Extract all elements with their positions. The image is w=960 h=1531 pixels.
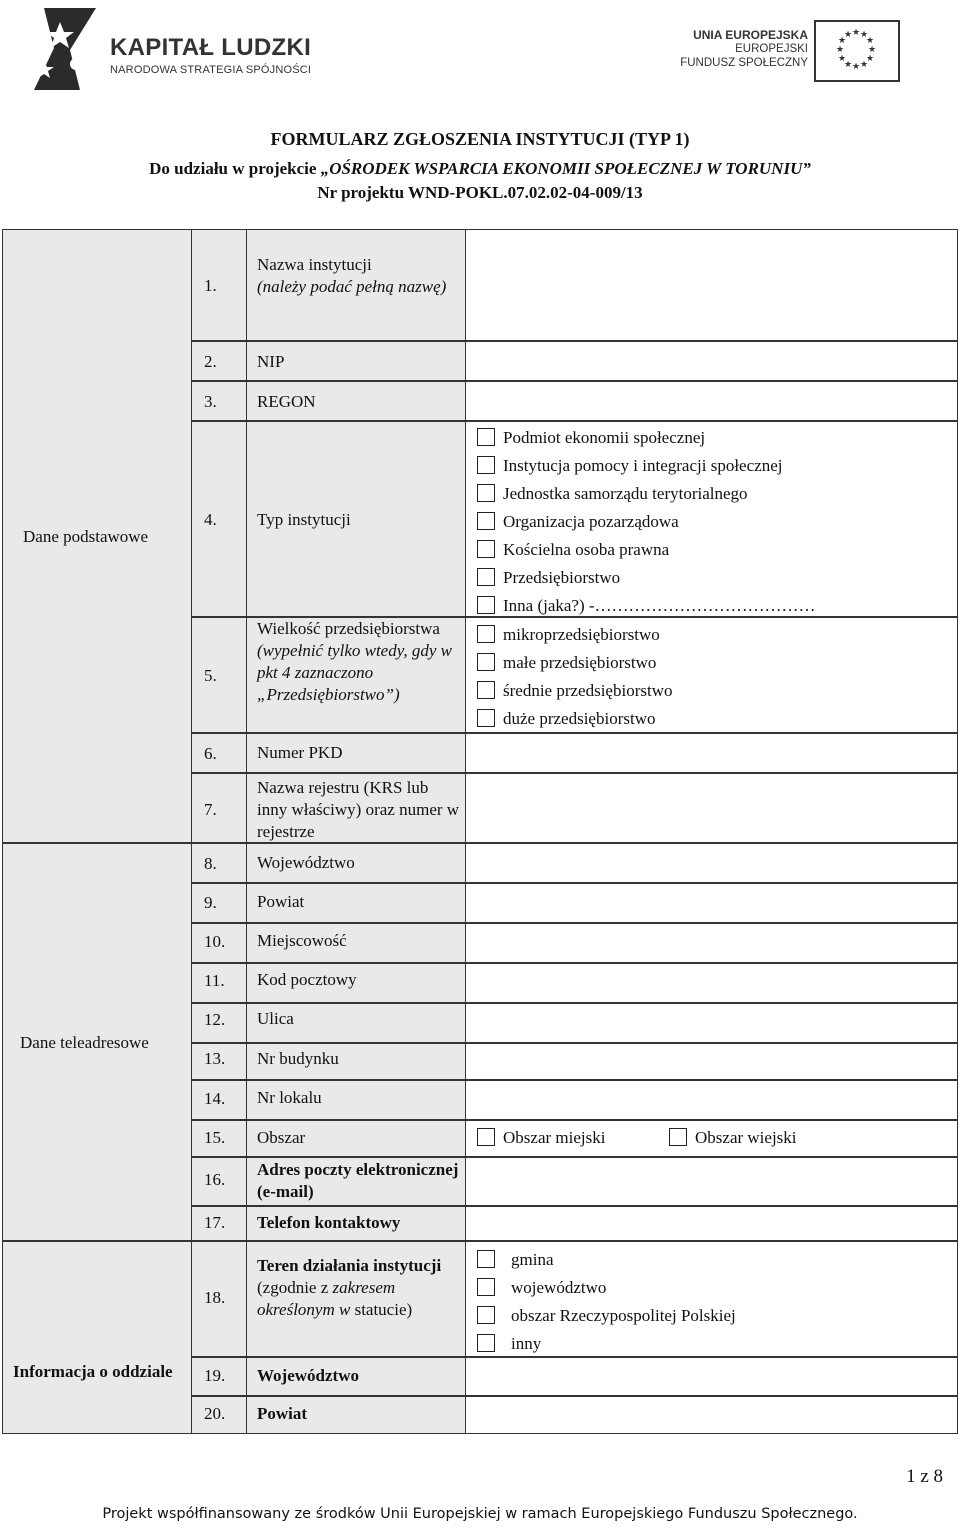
row7-label-a: Nazwa rejestru xyxy=(257,778,360,797)
territory-cell xyxy=(465,1241,958,1357)
eu-logo xyxy=(680,18,904,84)
size-option-3-label: duże przedsiębiorstwo xyxy=(503,709,656,728)
svg-text:★: ★ xyxy=(837,36,847,46)
row14-num-cell xyxy=(191,1080,247,1120)
row19-label-cell xyxy=(246,1357,466,1396)
row11-label-cell xyxy=(246,963,466,1003)
row5-num: 5. xyxy=(204,666,217,685)
row15-label-cell xyxy=(246,1120,466,1157)
eu-logo-line1: UNIA EUROPEJSKA xyxy=(693,28,808,42)
area-option-rural[interactable] xyxy=(669,1128,797,1148)
svg-text:★: ★ xyxy=(859,60,869,70)
row19-label: Województwo xyxy=(257,1366,359,1385)
row16-num-cell xyxy=(191,1157,247,1206)
type-option-4[interactable] xyxy=(477,540,669,560)
row9-num: 9. xyxy=(204,893,217,912)
footer-note: Projekt współfinansowany ze środków Unii Europejskiej w ramach Europejskiego Funduszu Społecznego. xyxy=(102,1506,858,1522)
checkbox-icon[interactable] xyxy=(477,625,495,643)
checkbox-icon[interactable] xyxy=(477,1128,495,1146)
row3-num: 3. xyxy=(204,392,217,411)
row16-label-cell xyxy=(246,1157,466,1206)
row8-label-cell xyxy=(246,843,466,883)
svg-text:★: ★ xyxy=(851,28,861,38)
row10-label: Miejscowość xyxy=(257,931,347,950)
territory-option-2[interactable] xyxy=(477,1306,736,1326)
row3-label: REGON xyxy=(257,392,316,411)
postal-code-field[interactable] xyxy=(465,963,958,1003)
checkbox-icon[interactable] xyxy=(477,709,495,727)
row13-label-cell xyxy=(246,1043,466,1080)
svg-text:★: ★ xyxy=(859,30,869,40)
registry-field[interactable] xyxy=(465,773,958,843)
row5-note: (wypełnić tylko wtedy, gdy w pkt 4 zaznaczono „Przedsiębiorstwo”) xyxy=(257,641,452,704)
checkbox-icon[interactable] xyxy=(477,1250,495,1268)
section-basic xyxy=(2,229,192,843)
type-option-2-label: Jednostka samorządu terytorialnego xyxy=(503,484,748,503)
row2-num-cell xyxy=(191,341,247,381)
row15-num-cell xyxy=(191,1120,247,1157)
territory-option-3[interactable] xyxy=(477,1334,541,1354)
town-field[interactable] xyxy=(465,923,958,963)
svg-text:★: ★ xyxy=(843,30,853,40)
row11-label: Kod pocztowy xyxy=(257,970,357,989)
row11-num-cell xyxy=(191,963,247,1003)
row2-label-cell xyxy=(246,341,466,381)
row20-label: Powiat xyxy=(257,1404,308,1423)
eu-flag-icon xyxy=(814,20,900,82)
title-line2-prefix: Do udziału w projekcie xyxy=(149,159,321,178)
row6-num-cell xyxy=(191,733,247,773)
nip-field[interactable] xyxy=(465,341,958,381)
row19-num-cell xyxy=(191,1357,247,1396)
checkbox-icon[interactable] xyxy=(477,456,495,474)
size-option-2[interactable] xyxy=(477,681,672,701)
branch-county-field[interactable] xyxy=(465,1396,958,1434)
row15-label: Obszar xyxy=(257,1128,306,1147)
row4-num: 4. xyxy=(204,510,217,529)
row5-label-text: Wielkość przedsiębiorstwa xyxy=(257,619,440,638)
svg-text:★: ★ xyxy=(865,54,875,64)
size-option-0[interactable] xyxy=(477,625,660,645)
checkbox-icon[interactable] xyxy=(477,681,495,699)
row17-num-cell xyxy=(191,1206,247,1241)
row20-num-cell xyxy=(191,1396,247,1434)
row6-num: 6. xyxy=(204,744,217,763)
checkbox-icon[interactable] xyxy=(477,596,495,614)
svg-text:★: ★ xyxy=(835,45,845,55)
row1-label-cell xyxy=(246,229,466,341)
type-option-6-label: Inna (jaka?) -………………………………… xyxy=(503,596,816,615)
row3-label-cell xyxy=(246,381,466,421)
project-number: Nr projektu WND-POKL.07.02.02-04-009/13 xyxy=(317,183,643,202)
row19-num: 19. xyxy=(204,1366,226,1385)
project-name: „OŚRODEK WSPARCIA EKONOMII SPOŁECZNEJ W TORUNIU” xyxy=(320,159,811,178)
area-option-urban-label: Obszar miejski xyxy=(503,1128,606,1147)
type-option-1[interactable] xyxy=(477,456,782,476)
row8-num: 8. xyxy=(204,854,217,873)
row12-label: Ulica xyxy=(257,1009,294,1028)
kapital-ludzki-logo xyxy=(30,4,320,94)
row14-label-cell xyxy=(246,1080,466,1120)
type-option-3[interactable] xyxy=(477,512,679,532)
eu-logo-line2: EUROPEJSKI xyxy=(735,43,808,55)
page-number: 1 z 8 xyxy=(906,1466,943,1487)
row7-label-cell xyxy=(246,773,466,843)
type-option-4-label: Kościelna osoba prawna xyxy=(503,540,670,559)
checkbox-icon[interactable] xyxy=(477,653,495,671)
checkbox-icon[interactable] xyxy=(477,540,495,558)
area-option-rural-label: Obszar wiejski xyxy=(695,1128,797,1147)
area-option-urban[interactable] xyxy=(477,1128,605,1148)
building-number-field[interactable] xyxy=(465,1043,958,1080)
row18-label xyxy=(257,1255,462,1321)
street-field[interactable] xyxy=(465,1003,958,1043)
size-option-3[interactable] xyxy=(477,709,655,729)
row5-num-cell xyxy=(191,617,247,733)
type-option-5-label: Przedsiębiorstwo xyxy=(503,568,621,587)
row10-num-cell xyxy=(191,923,247,963)
territory-option-0-label: gmina xyxy=(511,1250,554,1269)
svg-text:★: ★ xyxy=(865,36,875,46)
row1-num: 1. xyxy=(204,276,217,295)
row1-label xyxy=(257,254,457,298)
institution-type-cell xyxy=(465,421,958,617)
row2-num: 2. xyxy=(204,352,217,371)
row7-label-b: (KRS lub inny właściwy) xyxy=(257,778,429,819)
row7-label xyxy=(257,777,462,843)
row12-num-cell xyxy=(191,1003,247,1043)
row6-label: Numer PKD xyxy=(257,743,343,762)
row18-label-text: Teren działania instytucji xyxy=(257,1256,442,1275)
row15-num: 15. xyxy=(204,1128,226,1147)
row4-num-cell xyxy=(191,421,247,617)
territory-option-1[interactable] xyxy=(477,1278,606,1298)
row13-num-cell xyxy=(191,1043,247,1080)
row5-label-cell xyxy=(246,617,466,733)
row3-num-cell xyxy=(191,381,247,421)
checkbox-icon[interactable] xyxy=(669,1128,687,1146)
row18-note-a: (zgodnie z xyxy=(257,1278,333,1297)
regon-field[interactable] xyxy=(465,381,958,421)
row8-label: Województwo xyxy=(257,853,355,872)
title-line1: FORMULARZ ZGŁOSZENIA INSTYTUCJI (TYP 1) xyxy=(270,129,690,149)
row7-label-c: oraz numer w rejestrze xyxy=(257,800,460,841)
eu-logo-line3: FUNDUSZ SPOŁECZNY xyxy=(680,57,808,69)
row20-num: 20. xyxy=(204,1404,226,1423)
section-basic-label: Dane podstawowe xyxy=(23,527,149,546)
row13-label: Nr budynku xyxy=(257,1049,339,1068)
section-contact-label: Dane teleadresowe xyxy=(20,1033,149,1052)
territory-option-1-label: województwo xyxy=(511,1278,607,1297)
form-title xyxy=(0,126,960,204)
row8-num-cell xyxy=(191,843,247,883)
email-field[interactable] xyxy=(465,1157,958,1206)
type-option-0[interactable] xyxy=(477,428,705,448)
territory-option-0[interactable] xyxy=(477,1250,554,1270)
type-option-6[interactable] xyxy=(477,596,816,616)
type-option-3-label: Organizacja pozarządowa xyxy=(503,512,679,531)
logo-title: KAPITAŁ LUDZKI xyxy=(110,34,312,61)
row12-num: 12. xyxy=(204,1010,226,1029)
row5-label xyxy=(257,618,457,706)
row18-note-c: statucie) xyxy=(350,1300,413,1319)
checkbox-icon[interactable] xyxy=(477,1334,495,1352)
branch-voivodeship-field[interactable] xyxy=(465,1357,958,1396)
area-cell xyxy=(465,1120,958,1157)
svg-text:★: ★ xyxy=(867,45,877,55)
type-option-2[interactable] xyxy=(477,484,748,504)
svg-text:★: ★ xyxy=(851,62,861,72)
row13-num: 13. xyxy=(204,1049,226,1068)
phone-field[interactable] xyxy=(465,1206,958,1241)
row9-label: Powiat xyxy=(257,892,305,911)
row18-num-cell xyxy=(191,1241,247,1357)
row7-num: 7. xyxy=(204,800,217,819)
row4-label-cell xyxy=(246,421,466,617)
title-line2 xyxy=(0,156,960,182)
row17-label-cell xyxy=(246,1206,466,1241)
voivodeship-field[interactable] xyxy=(465,843,958,883)
row12-label-cell xyxy=(246,1003,466,1043)
row1-num-cell xyxy=(191,229,247,341)
checkbox-icon[interactable] xyxy=(477,568,495,586)
row2-label: NIP xyxy=(257,352,285,371)
row18-note-b: zakresem określonym w xyxy=(257,1278,396,1319)
row18-num: 18. xyxy=(204,1288,226,1307)
territory-option-2-label: obszar Rzeczypospolitej Polskiej xyxy=(511,1306,736,1325)
size-option-1-label: małe przedsiębiorstwo xyxy=(503,653,657,672)
row16-label: Adres poczty elektronicznej (e-mail) xyxy=(257,1160,459,1201)
institution-name-field[interactable] xyxy=(465,229,958,341)
logo-subtitle: NARODOWA STRATEGIA SPÓJNOŚCI xyxy=(110,64,312,76)
checkbox-icon[interactable] xyxy=(477,428,495,446)
size-option-1[interactable] xyxy=(477,653,656,673)
row9-label-cell xyxy=(246,883,466,923)
row10-num: 10. xyxy=(204,932,226,951)
unit-number-field[interactable] xyxy=(465,1080,958,1120)
row16-num: 16. xyxy=(204,1170,226,1189)
section-branch xyxy=(2,1241,192,1434)
row7-num-cell xyxy=(191,773,247,843)
county-field[interactable] xyxy=(465,883,958,923)
row17-label: Telefon kontaktowy xyxy=(257,1213,401,1232)
row14-label: Nr lokalu xyxy=(257,1088,322,1107)
pkd-field[interactable] xyxy=(465,733,958,773)
size-option-0-label: mikroprzedsiębiorstwo xyxy=(503,625,660,644)
row9-num-cell xyxy=(191,883,247,923)
svg-text:★: ★ xyxy=(843,60,853,70)
kapital-ludzki-emblem-icon xyxy=(30,4,100,94)
section-contact xyxy=(2,843,192,1241)
row1-label-text: Nazwa instytucji xyxy=(257,255,372,274)
svg-text:★: ★ xyxy=(837,54,847,64)
row1-note: (należy podać pełną nazwę) xyxy=(257,277,447,296)
checkbox-icon[interactable] xyxy=(477,484,495,502)
type-option-0-label: Podmiot ekonomii społecznej xyxy=(503,428,706,447)
row6-label-cell xyxy=(246,733,466,773)
row14-num: 14. xyxy=(204,1089,226,1108)
row11-num: 11. xyxy=(204,971,225,990)
checkbox-icon[interactable] xyxy=(477,1278,495,1296)
row17-num: 17. xyxy=(204,1213,226,1232)
checkbox-icon[interactable] xyxy=(477,1306,495,1324)
row20-label-cell xyxy=(246,1396,466,1434)
row10-label-cell xyxy=(246,923,466,963)
section-branch-label: Informacja o oddziale xyxy=(13,1362,173,1381)
checkbox-icon[interactable] xyxy=(477,512,495,530)
company-size-cell xyxy=(465,617,958,733)
row4-label: Typ instytucji xyxy=(257,510,351,529)
row18-label-cell xyxy=(246,1241,466,1357)
size-option-2-label: średnie przedsiębiorstwo xyxy=(503,681,673,700)
type-option-5[interactable] xyxy=(477,568,620,588)
type-option-1-label: Instytucja pomocy i integracji społecznej xyxy=(503,456,783,475)
territory-option-3-label: inny xyxy=(511,1334,542,1353)
